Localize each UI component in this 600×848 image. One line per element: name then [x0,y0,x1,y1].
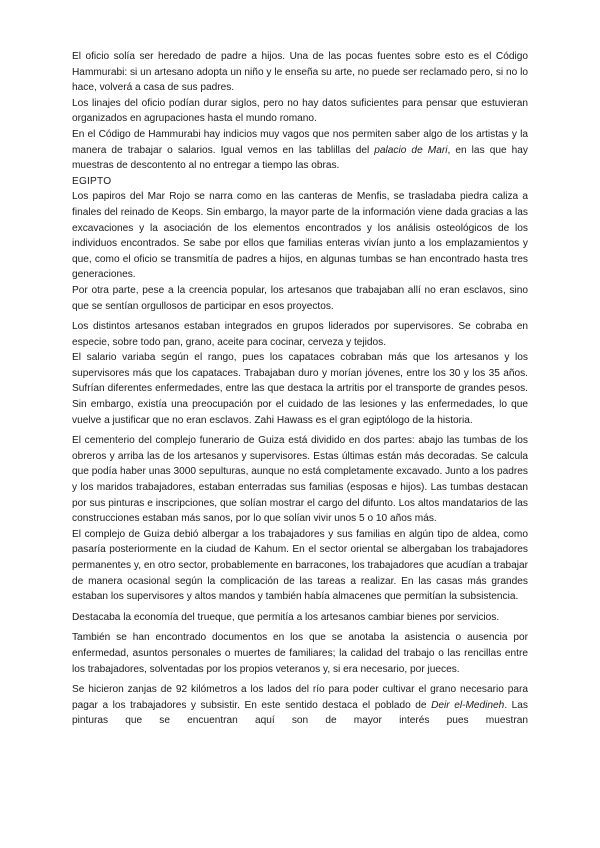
zanjas-text-after: . Las pinturas que se encuentran aquí son de mayor interés pues muestran [72,699,528,727]
zanjas-text-before: Se hicieron zanjas de 92 kilómetros a los lados del río para poder cultivar el grano necesario para pagar a los trabajadores y subsistir. En este sentido destaca el poblado de [72,684,528,711]
paragraph-hammurabi-mari [72,127,528,174]
paragraph-cementerio: El cementerio del complejo funerario de Guiza está dividido en dos partes: abajo las tumbas de los obreros y arriba las de los artesanos y supervisores. Estas últimas están más decoradas. Se calcula que podía haber unas 3000 sepulturas, aunque no está completamente excavado. Junto a los padres y los maridos trabajadores, estaban enterradas sus familias (esposas e hijos). Las tumbas destacan por sus pinturas e inscripciones, que solían mostrar el cargo del difunto. Los altos mandatarios de las construcciones estaban más sanos, por lo que solían vivir unos 5 o 10 años más. [72,435,528,525]
paragraph-salario: El salario variaba según el rango, pues los capataces cobraban más que los artesanos y los supervisores más que los capataces. Trabajaban duro y morían jóvenes, entre los 30 y los 35 años. Sufrían diferentes enfermedades, entre las que destaca la artritis por el transporte de grandes pesos. Sin embargo, existía una preocupación por el cuidado de las lesiones y las enfermedades, lo que vuelve a justificar que no eran esclavos. Zahi Hawass es el gran egiptólogo de la historia. [72,352,528,426]
section-heading-egipto: EGIPTO [72,175,112,187]
paragraph-distintos-artesanos: Los distintos artesanos estaban integrados en grupos liderados por supervisores. Se cobraba en especie, sobre todo pan, grano, aceite para cocinar, cerveza y tejidos. [72,321,528,348]
paragraph-linajes: Los linajes del oficio podían durar siglos, pero no hay datos suficientes para pensar que estuvieran organizados en agrupaciones hasta el mundo romano. [72,97,528,125]
mari-text-before: En el Código de Hammurabi hay indicios muy vagos que nos permiten saber algo de los artistas y la manera de trabajar o salarios. Igual vemos en las tablillas del [72,128,528,156]
document-page [72,49,528,729]
paragraph-papiros: Los papiros del Mar Rojo se narra como en las canteras de Menfis, se trasladaba piedra caliza a finales del reinado de Keops. Sin embargo, la mayor parte de la información viene dada gracias a las excavaciones y la asociación de los elementos encontrados y los análisis osteológicos de los individuos encontrados. Se sabe por ellos que familias enteras vivían junto a los emplazamientos y que, como el oficio se transmitía de padres a hijos, en algunas tumbas se han encontrado hasta tres generaciones. [72,191,528,281]
paragraph-zanjas [72,682,528,729]
paragraph-trueque: Destacaba la economía del trueque, que permitía a los artesanos cambiar bienes por servicios. [72,611,500,623]
zanjas-italic: Deir el-Medineh [431,699,505,711]
paragraph-complejo-guiza: El complejo de Guiza debió albergar a los trabajadores y sus familias en algún tipo de aldea, como pasaría posteriormente en la ciudad de Kahum. En el sector oriental se albergaban los trabajadores permanentes y, en otro sector, probablemente en barracones, los trabajadores que acudían a trabajar de manera ocasional según la complicación de las tareas a realizar. En las casas más grandes estaban los supervisores y altos mandos y también había almacenes que permitían la subsistencia. [72,528,528,603]
mari-italic: palacio de Mari [374,144,448,156]
paragraph-oficio-heredado: El oficio solía ser heredado de padre a hijos. Una de las pocas fuentes sobre esto es el Código Hammurabi: si un artesano adopta un niño y le enseña su arte, no puede ser reclamado pero, si no lo hace, volverá a casa de sus padres. [72,51,528,94]
paragraph-creencia-popular: Por otra parte, pese a la creencia popular, los artesanos que trabajaban allí no eran esclavos, sino que se sentían orgullosos de participar en esos proyectos. [72,284,528,312]
mari-text-after: , en las que hay muestras de descontento al no entregar a tiempo las obras. [72,144,528,172]
paragraph-documentos: También se han encontrado documentos en los que se anotaba la asistencia o ausencia por enfermedad, asuntos personales o muertes de familiares; la calidad del trabajo o las rencillas entre los trabajadores, solventadas por los propios veteranos y, si era necesario, por jueces. [72,632,528,675]
